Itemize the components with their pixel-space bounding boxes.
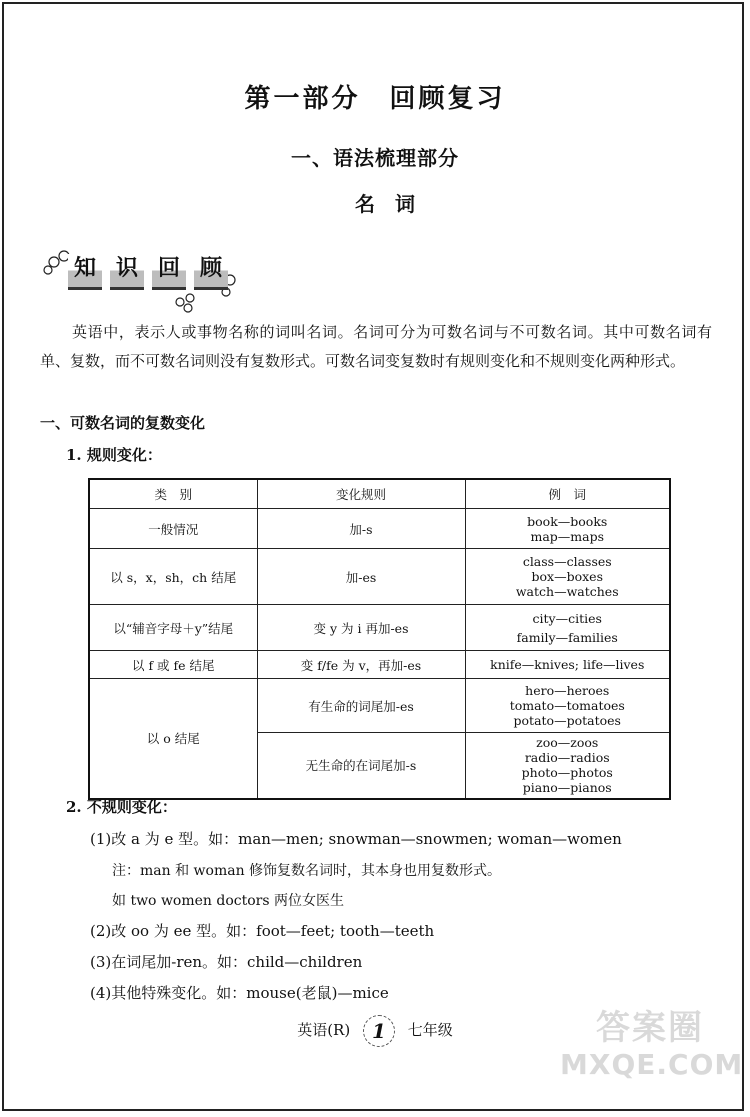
footer-subject: 英语(R) — [297, 1021, 351, 1039]
cell-rule: 加-es — [257, 549, 465, 605]
cell-examples: knife—knives; life—lives — [465, 651, 670, 679]
cell-rule: 变 y 为 i 再加-es — [257, 605, 465, 651]
cell-category: 以 o 结尾 — [89, 679, 257, 799]
section-title: 一、语法梳理部分 — [291, 146, 459, 170]
regular-label: 1. 规则变化： — [66, 446, 162, 464]
irregular-example: 如 two women doctors 两位女医生 — [112, 893, 344, 909]
table-row — [89, 605, 670, 651]
heading-countable-plurals: 一、可数名词的复数变化 — [40, 414, 206, 432]
cell-rule: 加-s — [257, 509, 465, 549]
irregular-item: (3)在词尾加-ren。如：child—children — [90, 953, 363, 971]
banner-char: 顾 — [194, 254, 228, 290]
irregular-note: 注：man 和 woman 修饰复数名词时，其本身也用复数形式。 — [112, 863, 502, 879]
table-row — [89, 549, 670, 605]
header-rule: 变化规则 — [257, 479, 465, 509]
cell-examples: zoo—zoos radio—radios photo—photos piano—pianos — [465, 733, 670, 799]
watermark: 答案圈 MXQE.COM — [560, 1008, 744, 1081]
header-category: 类 别 — [89, 479, 257, 509]
cell-examples: hero—heroes tomato—tomatoes potato—potatoes — [465, 679, 670, 733]
irregular-item: (4)其他特殊变化。如：mouse(老鼠)—mice — [90, 984, 389, 1002]
banner-char: 知 — [68, 254, 102, 290]
table-header-row — [89, 479, 670, 509]
irregular-item: (2)改 oo 为 ee 型。如：foot—feet; tooth—teeth — [90, 922, 435, 940]
cell-examples: class—classes box—boxes watch—watches — [465, 549, 670, 605]
cell-rule: 变 f/fe 为 v，再加-es — [257, 651, 465, 679]
cell-rule: 无生命的在词尾加-s — [257, 733, 465, 799]
plural-rules-table — [88, 478, 671, 800]
part-title: 第一部分 回顾复习 — [244, 84, 506, 114]
cell-category: 以 f 或 fe 结尾 — [89, 651, 257, 679]
banner-char: 回 — [152, 254, 186, 290]
footer-grade: 七年级 — [407, 1021, 453, 1039]
knowledge-review-banner — [40, 240, 250, 314]
cell-rule: 有生命的词尾加-es — [257, 679, 465, 733]
intro-paragraph: 英语中，表示人或事物名称的词叫名词。名词可分为可数名词与不可数名词。其中可数名词有单、复数，而不可数名词则没有复数形式。可数名词变复数时有规则变化和不规则变化两种形式。 — [40, 323, 712, 370]
cell-examples: city—cities family—families — [465, 605, 670, 651]
banner-char: 识 — [110, 254, 144, 290]
table-row — [89, 679, 670, 733]
header-examples: 例 词 — [465, 479, 670, 509]
cell-category: 以“辅音字母＋y”结尾 — [89, 605, 257, 651]
topic-title: 名词 — [355, 192, 435, 216]
cell-category: 一般情况 — [89, 509, 257, 549]
table-row — [89, 509, 670, 549]
page-number: 1 — [363, 1015, 395, 1047]
irregular-item: (1)改 a 为 e 型。如：man—men; snowman—snowmen; woman—women — [90, 830, 622, 848]
cell-category: 以 s，x，sh，ch 结尾 — [89, 549, 257, 605]
table-row — [89, 651, 670, 679]
cell-examples: book—books map—maps — [465, 509, 670, 549]
irregular-label: 2. 不规则变化： — [66, 798, 177, 816]
